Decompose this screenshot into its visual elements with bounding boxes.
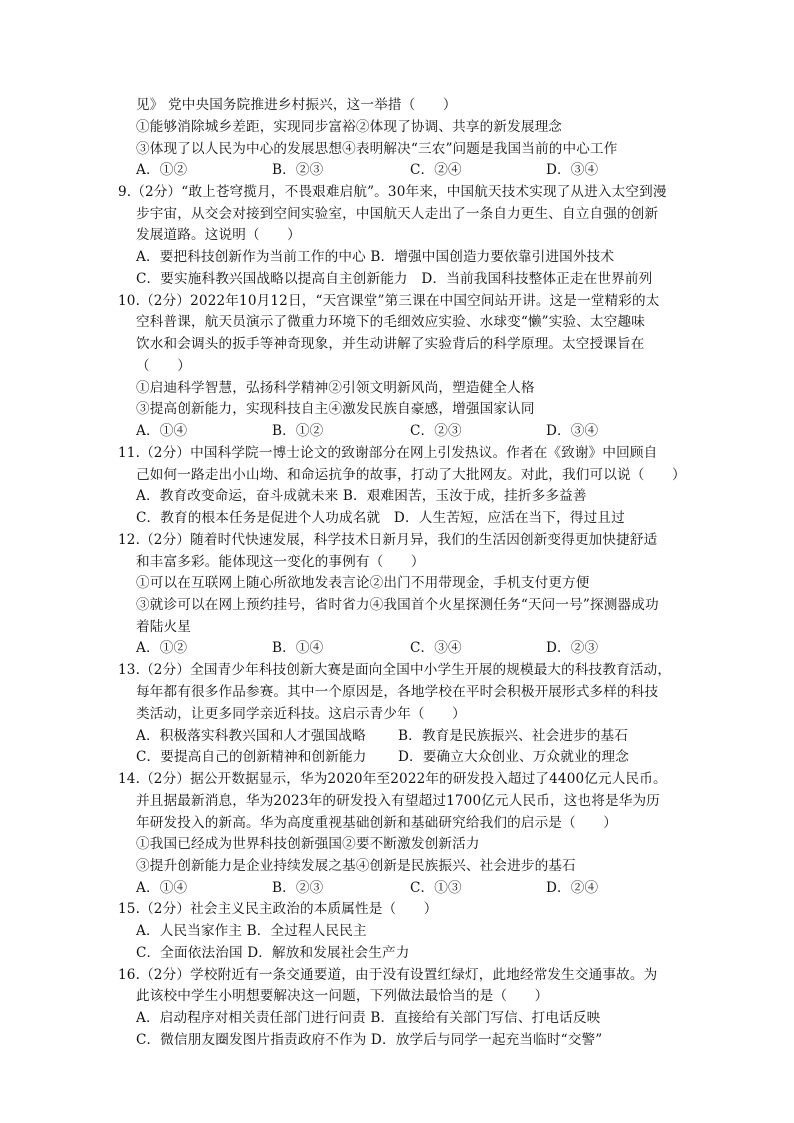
q13-choice-c: C．要提高自己的创新精神和创新能力 — [136, 749, 367, 765]
q12-choice-b: B．①④ — [272, 640, 324, 656]
q8-choice-b: B．②③ — [272, 162, 324, 178]
q14-choice-c: C．①③ — [410, 880, 462, 896]
q12-choice-a: A．①② — [136, 640, 188, 656]
q15-choice-line-2: C．全面依法治国 D．解放和发展社会生产力 — [136, 945, 410, 961]
q16-choice-line-1: A．启动程序对相关责任部门进行问责 B．直接给有关部门写信、打电话反映 — [136, 1010, 601, 1026]
q14-stem-line-1: 14.（2分）据公开数据显示，华为2020年至2022年的研发投入超过了4400亿元人民币。 — [118, 771, 667, 787]
q14-choice-d: D．②④ — [546, 880, 599, 896]
q10-choice-d: D．③④ — [546, 423, 599, 439]
q14-option-line-2: ③提升创新能力是企业持续发展之基④创新是民族振兴、社会进步的基石 — [136, 858, 576, 874]
q9-stem-line-1: 9.（2分）“敢上苍穹揽月，不畏艰难启航”。30年来，中国航天技术实现了从进入太空到漫 — [118, 184, 667, 200]
q14-choice-b: B．②③ — [272, 880, 324, 896]
q10-stem-line-3: 饮水和会调头的扳手等神奇现象，并生动讲解了实验背后的科学原理。太空授课旨在 — [136, 336, 645, 352]
q12-stem-line-1: 12.（2分）随着时代快速发展，科学技术日新月异，我们的生活因创新变得更加快捷舒适 — [118, 532, 658, 548]
q14-stem-line-3: 年研发投入的新高。华为高度重视基础创新和基础研究给我们的启示是（ ） — [136, 815, 618, 831]
q13-stem-line-1: 13.（2分）全国青少年科技创新大赛是面向全国中小学生开展的规模最大的科技教育活动， — [118, 662, 672, 678]
q8-choice-c: C．②④ — [410, 162, 462, 178]
q11-choice-line-2: C．教育的根本任务是促进个人功成名就 D．人生苦短，应活在当下，得过且过 — [136, 510, 625, 526]
q10-stem-line-4: （ ） — [136, 358, 191, 374]
q11-stem-line-1: 11.（2分）中国科学院一博士论文的致谢部分在网上引发热议。作者在《致谢》中回顾自 — [118, 445, 658, 461]
q8-choice-a: A．①② — [136, 162, 188, 178]
q12-option-line-2: ③就诊可以在网上预约挂号，省时省力④我国首个火星探测任务“天问一号”探测器成功 — [136, 597, 659, 613]
q10-option-line-1: ①启迪科学智慧，弘扬科学精神②引领文明新风尚，塑造健全人格 — [136, 380, 535, 396]
q10-option-line-2: ③提高创新能力，实现科技自主④激发民族自豪感，增强国家认同 — [136, 401, 535, 417]
q15-stem-line-1: 15.（2分）社会主义民主政治的本质属性是（ ） — [118, 901, 438, 917]
q14-option-line-1: ①我国已经成为世界科技创新强国②要不断激发创新活力 — [136, 836, 480, 852]
q9-stem-line-3: 发展道路。这说明（ ） — [136, 227, 301, 243]
q14-stem-line-2: 并且据最新消息，华为2023年的研发投入有望超过1700亿元人民币，这也将是华为历 — [136, 793, 660, 809]
q12-choice-d: D．②③ — [546, 640, 599, 656]
q11-stem-line-2: 己如何一路走出小山坳、和命运抗争的故事，打动了大批网友。对此，我们可以说（ ） — [136, 467, 686, 483]
q8-option-line-1: ①能够消除城乡差距，实现同步富裕②体现了协调、共享的新发展理念 — [136, 119, 563, 135]
q8-stem-end: 见》 党中央国务院推进乡村振兴，这一举措（ ） — [136, 97, 457, 113]
q9-choice-line-1: A．要把科技创新作为当前工作的中心 B．增强中国创造力要依靠引进国外技术 — [136, 249, 615, 265]
q16-stem-line-1: 16.（2分）学校附近有一条交通要道，由于没有设置红绿灯，此地经常发生交通事故。为 — [118, 967, 658, 983]
q8-choice-d: D．③④ — [546, 162, 599, 178]
q13-stem-line-2: 每年都有很多作品参赛。其中一个原因是，各地学校在平时会积极开展形式多样的科技 — [136, 684, 659, 700]
q9-stem-line-2: 步宇宙，从交会对接到空间实验室，中国航天人走出了一条自力更生、自立自强的创新 — [136, 206, 659, 222]
q12-stem-line-2: 和丰富多彩。能体现这一变化的事例有（ ） — [136, 554, 425, 570]
q10-choice-a: A．①④ — [136, 423, 188, 439]
q14-choice-a: A．①④ — [136, 880, 188, 896]
q8-option-line-2: ③体现了以人民为中心的发展思想④表明解决“三农”问题是我国当前的中心工作 — [136, 141, 618, 157]
q11-choice-line-1: A．教育改变命运，奋斗成就未来 B．艰难困苦，玉汝于成，挂折多多益善 — [136, 488, 587, 504]
q12-option-line-3: 着陆火星 — [136, 619, 191, 635]
q10-choice-b: B．①② — [272, 423, 324, 439]
q15-choice-line-1: A．人民当家作主 B．全过程人民民主 — [136, 923, 367, 939]
q12-option-line-1: ①可以在互联网上随心所欲地发表言论②出门不用带现金，手机支付更方便 — [136, 575, 590, 591]
q10-choice-c: C．②③ — [410, 423, 462, 439]
q13-choice-d: D．要确立大众创业、万众就业的理念 — [398, 749, 629, 765]
q9-choice-line-2: C．要实施科教兴国战略以提高自主创新能力 D．当前我国科技整体正走在世界前列 — [136, 271, 653, 287]
q13-stem-line-3: 类活动，让更多同学亲近科技。这启示青少年（ ） — [136, 706, 466, 722]
q10-stem-line-1: 10.（2分）2022年10月12日，“天宫课堂”第三课在中国空间站开讲。这是一堂精彩的太 — [118, 293, 660, 309]
q13-choice-a: A．积极落实科教兴国和人才强国战略 — [136, 728, 366, 744]
q10-stem-line-2: 空科普课，航天员演示了微重力环境下的毛细效应实验、水球变“懒”实验、太空趣味 — [136, 314, 645, 330]
q16-choice-line-2: C．微信朋友圈发图片指责政府不作为 D．放学后与同学一起充当临时“交警” — [136, 1032, 603, 1048]
q16-stem-line-2: 此该校中学生小明想要解决这一问题，下列做法最恰当的是（ ） — [136, 988, 549, 1004]
q12-choice-c: C．③④ — [410, 640, 462, 656]
q13-choice-b: B．教育是民族振兴、社会进步的基石 — [398, 728, 629, 744]
